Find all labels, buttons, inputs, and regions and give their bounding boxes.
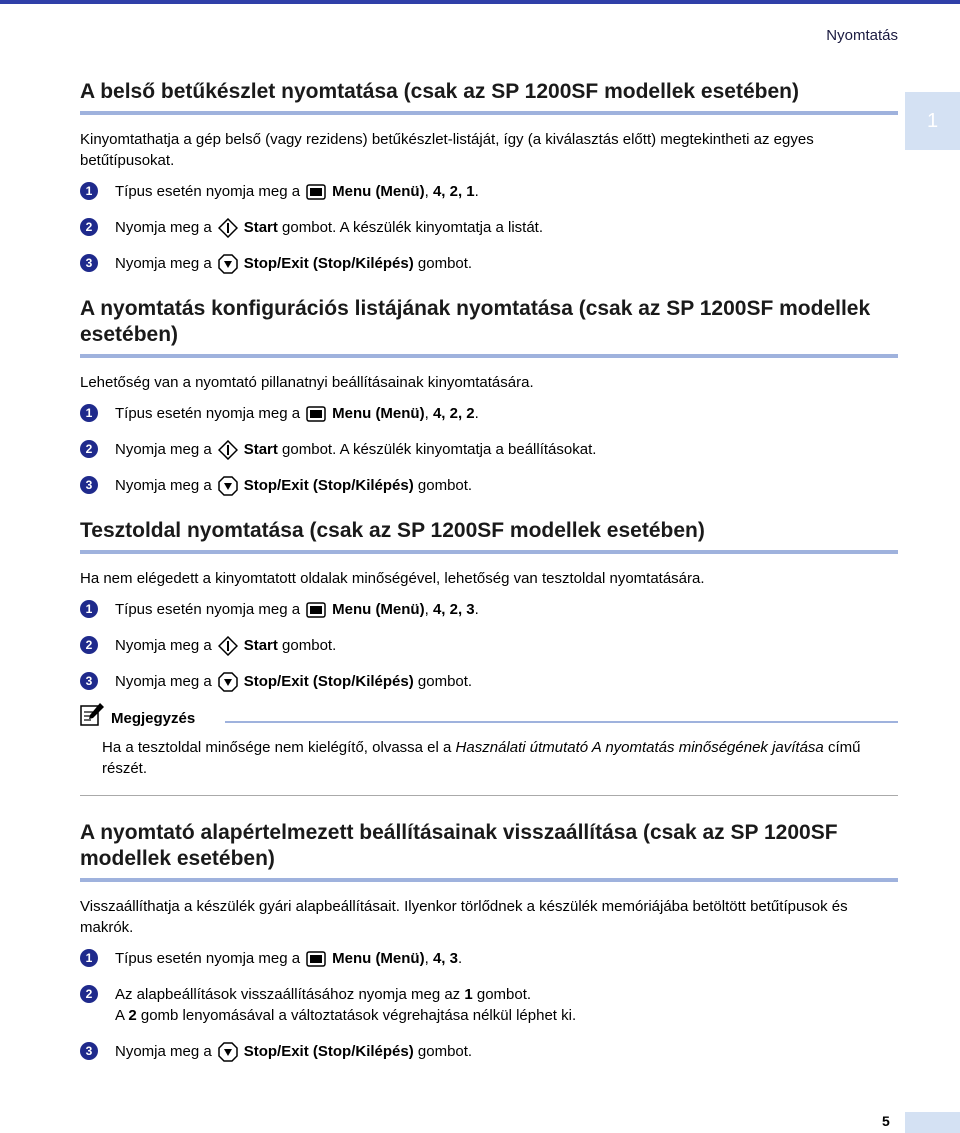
page-content xyxy=(80,79,898,1077)
step-number: 3 xyxy=(80,476,98,494)
stop-icon xyxy=(218,1042,238,1062)
start-icon xyxy=(218,636,238,656)
note-label: Megjegyzés xyxy=(111,710,196,728)
step-list xyxy=(80,403,898,496)
section-intro: Ha nem elégedett a kinyomtatott oldalak minőségével, lehetőség van tesztoldal nyomtatására. xyxy=(80,570,705,588)
section-test-page xyxy=(80,518,898,796)
section-config-list xyxy=(80,296,898,496)
section-intro: Kinyomtathatja a gép belső (vagy rezidens) betűkészlet-listáját, így (a kiválasztás előtt) megtekintheti az egyes betűtípusokat. xyxy=(80,131,814,169)
manual-reference: Használati útmutató A nyomtatás minőségének javítása xyxy=(455,739,824,757)
step: 3 Nyomja meg a Stop/Exit (Stop/Kilépés) gombot. xyxy=(80,1041,898,1062)
step: 2 Nyomja meg a Start gombot. xyxy=(80,635,898,656)
step: 2 Az alapbeállítások visszaállításához nyomja meg az 1 gombot. A 2 gomb lenyomásával a változtatások végrehajtása nélkül léphet ki. xyxy=(80,984,898,1026)
section-title: A nyomtatás konfigurációs listájának nyomtatása (csak az SP 1200SF modellek esetében) xyxy=(80,296,898,358)
chapter-tab xyxy=(905,92,960,150)
note-header xyxy=(80,707,898,733)
section-title: A belső betűkészlet nyomtatása (csak az SP 1200SF modellek esetében) xyxy=(80,79,898,115)
running-head: Nyomtatás xyxy=(826,27,898,44)
step: 1 Típus esetén nyomja meg a Menu (Menü), 4, 2, 3. xyxy=(80,599,898,620)
step: 3 Nyomja meg a Stop/Exit (Stop/Kilépés) gombot. xyxy=(80,253,898,274)
stop-icon xyxy=(218,476,238,496)
step-number: 1 xyxy=(80,182,98,200)
step: 2 Nyomja meg a Start gombot. A készülék kinyomtatja a listát. xyxy=(80,217,898,238)
step: 1 Típus esetén nyomja meg a Menu (Menü), 4, 2, 1. xyxy=(80,181,898,202)
step: 1 Típus esetén nyomja meg a Menu (Menü), 4, 2, 2. xyxy=(80,403,898,424)
section-reset-defaults xyxy=(80,820,898,1062)
step-number: 2 xyxy=(80,636,98,654)
step-number: 3 xyxy=(80,254,98,272)
section-internal-fonts xyxy=(80,79,898,274)
step: 2 Nyomja meg a Start gombot. A készülék kinyomtatja a beállításokat. xyxy=(80,439,898,460)
top-rule xyxy=(0,0,960,4)
step-number: 1 xyxy=(80,600,98,618)
section-title: A nyomtató alapértelmezett beállításainak visszaállítása (csak az SP 1200SF modellek esetében) xyxy=(80,820,898,882)
section-title: Tesztoldal nyomtatása (csak az SP 1200SF modellek esetében) xyxy=(80,518,898,554)
step-number: 3 xyxy=(80,1042,98,1060)
step: 3 Nyomja meg a Stop/Exit (Stop/Kilépés) gombot. xyxy=(80,671,898,692)
step-list xyxy=(80,948,898,1062)
note-end-rule xyxy=(80,795,898,796)
step-list xyxy=(80,599,898,692)
section-intro: Visszaállíthatja a készülék gyári alapbeállításait. Ilyenkor törlődnek a készülék memóriájába betöltött betűtípusok és makrók. xyxy=(80,898,848,937)
chapter-number: 1 xyxy=(926,109,939,132)
menu-icon xyxy=(306,951,326,967)
note-rule xyxy=(225,721,898,723)
step-number: 2 xyxy=(80,985,98,1003)
page-number: 5 xyxy=(882,1113,890,1129)
menu-icon xyxy=(306,602,326,618)
step: 1 Típus esetén nyomja meg a Menu (Menü), 4, 3. xyxy=(80,948,898,969)
menu-icon xyxy=(306,184,326,200)
step-number: 1 xyxy=(80,949,98,967)
step-list xyxy=(80,181,898,274)
step-number: 2 xyxy=(80,218,98,236)
stop-icon xyxy=(218,672,238,692)
step-number: 1 xyxy=(80,404,98,422)
step-number: 3 xyxy=(80,672,98,690)
start-icon xyxy=(218,440,238,460)
start-icon xyxy=(218,218,238,238)
pencil-note-icon xyxy=(80,701,106,727)
step-number: 2 xyxy=(80,440,98,458)
note-text: Ha a tesztoldal minősége nem kielégítő, olvassa el a Használati útmutató A nyomtatás minőségének javítása című részét. xyxy=(102,739,861,778)
stop-icon xyxy=(218,254,238,274)
section-intro: Lehetőség van a nyomtató pillanatnyi beállításainak kinyomtatására. xyxy=(80,374,534,392)
menu-icon xyxy=(306,406,326,422)
step: 3 Nyomja meg a Stop/Exit (Stop/Kilépés) gombot. xyxy=(80,475,898,496)
page-number-tab xyxy=(905,1112,960,1133)
